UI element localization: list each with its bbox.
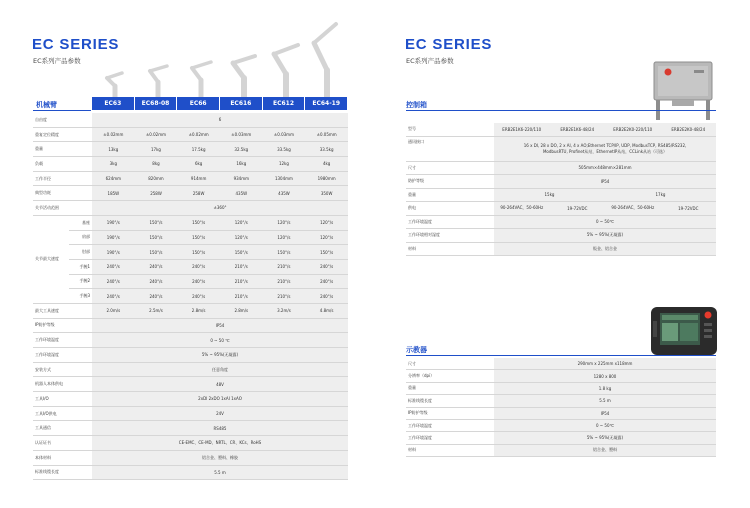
teach-pendant-spec-table bbox=[406, 358, 716, 457]
section-title-control-cabinet: 控制箱 bbox=[406, 101, 427, 109]
model-ec68-08: EC68-08 bbox=[135, 97, 177, 110]
control-cabinet-image bbox=[648, 58, 718, 123]
brand-title: EC SERIES bbox=[32, 36, 120, 53]
section-title-robot-arm: 机械臂 bbox=[36, 101, 57, 109]
table-row: 型号 ERB2E1K6-220/110 ERB2E1K6-48/24 ERB2E2K0-220/110 ERB2E2K0-48/24 bbox=[406, 123, 716, 136]
teach-pendant-image bbox=[648, 303, 720, 359]
table-row: 自由度 6 bbox=[33, 113, 348, 127]
table-row: 工具I/O供电 24V bbox=[33, 406, 348, 421]
table-row: 工作环境温度 0 ~ 50℃ bbox=[406, 419, 716, 431]
model-ec66: EC66 bbox=[177, 97, 219, 110]
model-header bbox=[92, 97, 348, 110]
table-row: 认证证书 CE-EMC、CE-MD、NRTL、CR、KCs、RoHS bbox=[33, 436, 348, 451]
table-row: 重量 13kg 17kg 17.5kg 32.5kg 33.5kg 33.5kg bbox=[33, 142, 348, 157]
table-row: 工作半径 624mm 820mm 914mm 934mm 1304mm 1980mm bbox=[33, 171, 348, 186]
table-row: 工具I/O 2xDI 2xDO 1xAI 1xAO bbox=[33, 392, 348, 407]
table-row: 手腕2 240°/s 240°/s 240°/s 210°/s 210°/s 240°/s bbox=[33, 274, 348, 289]
table-row: 标准线缆长度 5.5 m bbox=[33, 465, 348, 480]
table-row: 重复定位精度 ±0.02mm ±0.02mm ±0.02mm ±0.03mm ±0.03mm ±0.05mm bbox=[33, 127, 348, 142]
table-row: 工作环境温度 0 ~ 50℃ bbox=[406, 215, 716, 229]
table-row: 手腕1 240°/s 240°/s 240°/s 210°/s 210°/s 240°/s bbox=[33, 259, 348, 274]
robot-arm-ec612 bbox=[274, 45, 298, 98]
table-row: 重量 1.8 kg bbox=[406, 382, 716, 394]
control-cabinet-spec-table bbox=[406, 123, 716, 256]
table-row: 尺寸 290mm x 225mm x118mm bbox=[406, 358, 716, 370]
table-row: 负载 3kg 8kg 6kg 16kg 12kg 4kg bbox=[33, 157, 348, 172]
table-row: 本体材料 铝合金、塑料、橡胶 bbox=[33, 450, 348, 465]
table-row: 肩部 190°/s 150°/s 150°/s 120°/s 120°/s 120°/s bbox=[33, 230, 348, 245]
table-row: IP防护等级 IP54 bbox=[406, 407, 716, 419]
table-row: 关节最大速度 基座 190°/s 150°/s 150°/s 120°/s 120°/s 120°/s bbox=[33, 215, 348, 230]
robot-arm-ec66 bbox=[192, 62, 211, 98]
table-row: 供电 90-264VAC，50-60Hz 19-72VDC 90-264VAC，50-60Hz 19-72VDC bbox=[406, 202, 716, 216]
table-row: 最大工具速度 2.0m/s 2.5m/s 2.8m/s 2.8m/s 3.2m/s 4.8m/s bbox=[33, 303, 348, 318]
model-ec64-19: EC64-19 bbox=[305, 97, 347, 110]
table-row: 标准线缆长度 5.5 m bbox=[406, 395, 716, 407]
table-row: 关节活动范围 ±360° bbox=[33, 201, 348, 216]
right-page bbox=[375, 0, 750, 508]
table-row: 防护等级 IP54 bbox=[406, 175, 716, 189]
table-row: 尺寸 505mm×448mm×281mm bbox=[406, 161, 716, 175]
table-row: 典型功耗 185W 258W 258W 435W 435W 350W bbox=[33, 186, 348, 201]
table-row: 工作环境相对湿度 5% ~ 95%(无凝露) bbox=[406, 229, 716, 243]
table-row: 材料 钣金、铝合金 bbox=[406, 242, 716, 256]
brand-title: EC SERIES bbox=[405, 36, 493, 53]
robot-arm-illustrations bbox=[92, 18, 342, 100]
section-title-teach-pendant: 示教器 bbox=[406, 346, 427, 354]
table-row: 分辨率（dpi） 1280 x 800 bbox=[406, 370, 716, 382]
model-ec612: EC612 bbox=[263, 97, 305, 110]
model-ec616: EC616 bbox=[220, 97, 262, 110]
table-row: 肘部 190°/s 150°/s 150°/s 150°/s 150°/s 150°/s bbox=[33, 245, 348, 260]
section-rule bbox=[33, 110, 91, 111]
page-subtitle: EC系列产品参数 bbox=[406, 57, 454, 65]
robot-arm-ec63 bbox=[107, 73, 122, 98]
robot-arm-ec616 bbox=[233, 56, 255, 98]
table-row: 工具通信 RS485 bbox=[33, 421, 348, 436]
section-rule bbox=[406, 355, 716, 356]
model-ec63: EC63 bbox=[92, 97, 134, 110]
table-row: 通讯接口 16 x DI, 28 x DO, 2 x AI, 4 x AO;Ethernet TCP/IP, UDP, ModbusTCP, RS485/RS232, ModbusRTU, Profinet从站，EthernetIP从站，CCLink从站（可选） bbox=[406, 136, 716, 161]
page-subtitle: EC系列产品参数 bbox=[33, 57, 81, 65]
table-row: 工作环境湿度 5% ~ 95%(无凝露) bbox=[406, 432, 716, 444]
robot-arm-spec-table bbox=[33, 113, 348, 480]
table-row: 材料 铝合金、塑料 bbox=[406, 444, 716, 456]
robot-arm-ec64-19 bbox=[314, 24, 336, 98]
table-row: 工作环境温度 0 ~ 50 ℃ bbox=[33, 333, 348, 348]
table-row: 重量 15kg 17kg bbox=[406, 188, 716, 202]
table-row: 安装方式 任意角度 bbox=[33, 362, 348, 377]
table-row: 机器人本体供电 48V bbox=[33, 377, 348, 392]
table-row: IP防护等级 IP54 bbox=[33, 318, 348, 333]
section-rule bbox=[406, 110, 716, 111]
table-row: 工作环境湿度 5% ~ 95%(无凝露) bbox=[33, 348, 348, 363]
table-row: 手腕3 240°/s 240°/s 240°/s 210°/s 210°/s 240°/s bbox=[33, 289, 348, 304]
robot-arm-ec68 bbox=[150, 66, 167, 98]
